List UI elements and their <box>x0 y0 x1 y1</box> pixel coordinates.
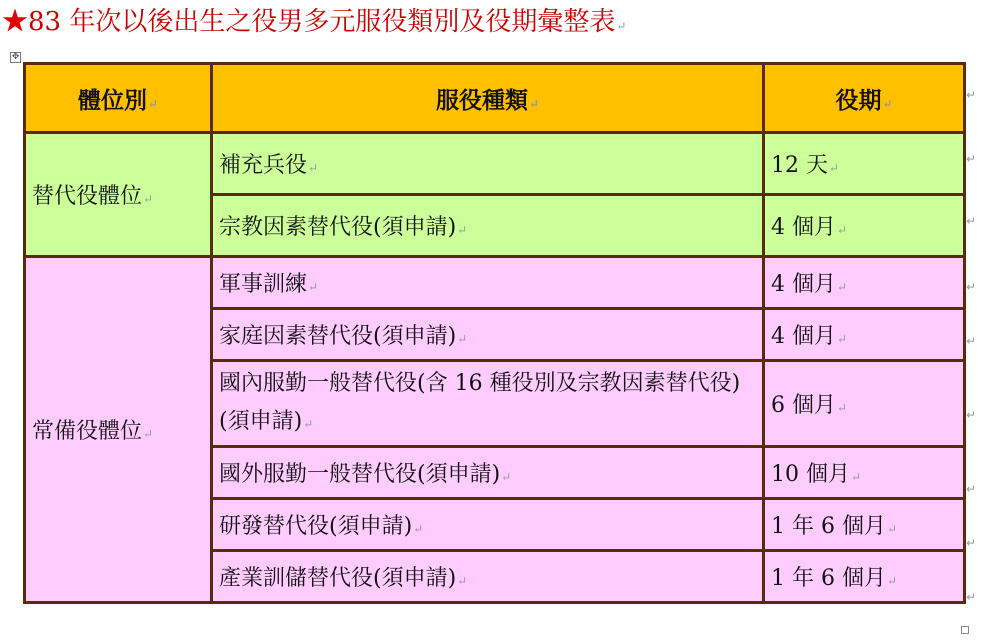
period-cell: 12 天↵ <box>764 133 965 195</box>
service-type-cell: 軍事訓練↵ <box>212 257 764 309</box>
header-service-type: 服役種類↵ <box>212 64 764 133</box>
service-type-cell: 國內服勤一般替代役(含 16 種役別及宗教因素替代役)(須申請)↵ <box>212 361 764 447</box>
document-title <box>2 4 626 44</box>
category-cell-regular: 常備役體位↵ <box>25 257 212 603</box>
service-type-cell: 補充兵役↵ <box>212 133 764 195</box>
period-cell: 1 年 6 個月↵ <box>764 499 965 551</box>
service-table <box>23 62 966 604</box>
row-end-mark-icon: ↵ <box>966 590 977 604</box>
table-header-row <box>25 64 965 133</box>
row-end-mark-icon: ↵ <box>966 214 977 228</box>
header-category: 體位別↵ <box>25 64 212 133</box>
service-type-cell: 家庭因素替代役(須申請)↵ <box>212 309 764 361</box>
table-resize-handle[interactable] <box>961 626 969 634</box>
row-end-mark-icon: ↵ <box>966 482 977 496</box>
row-end-mark-icon: ↵ <box>966 334 977 348</box>
service-type-cell: 國外服勤一般替代役(須申請)↵ <box>212 447 764 499</box>
period-cell: 10 個月↵ <box>764 447 965 499</box>
header-period: 役期↵ <box>764 64 965 133</box>
table-row <box>25 257 965 309</box>
period-cell: 4 個月↵ <box>764 257 965 309</box>
title-text: 83 年次以後出生之役男多元服役類別及役期彙整表 <box>28 7 616 37</box>
service-type-cell: 產業訓儲替代役(須申請)↵ <box>212 551 764 603</box>
period-cell: 6 個月↵ <box>764 361 965 447</box>
period-cell: 4 個月↵ <box>764 195 965 257</box>
period-cell: 1 年 6 個月↵ <box>764 551 965 603</box>
row-end-mark-icon: ↵ <box>966 536 977 550</box>
row-end-mark-icon: ↵ <box>966 408 977 422</box>
service-type-cell: 研發替代役(須申請)↵ <box>212 499 764 551</box>
service-type-cell: 宗教因素替代役(須申請)↵ <box>212 195 764 257</box>
row-end-mark-icon: ↵ <box>966 152 977 166</box>
row-end-mark-icon: ↵ <box>966 280 977 294</box>
paragraph-mark-icon: ↵ <box>616 19 627 33</box>
category-cell-alternative: 替代役體位↵ <box>25 133 212 257</box>
row-end-mark-icon: ↵ <box>966 88 977 102</box>
period-cell: 4 個月↵ <box>764 309 965 361</box>
star-icon: ★ <box>2 7 29 37</box>
table-move-handle-icon[interactable]: ✥ <box>11 52 20 62</box>
table-row <box>25 133 965 195</box>
